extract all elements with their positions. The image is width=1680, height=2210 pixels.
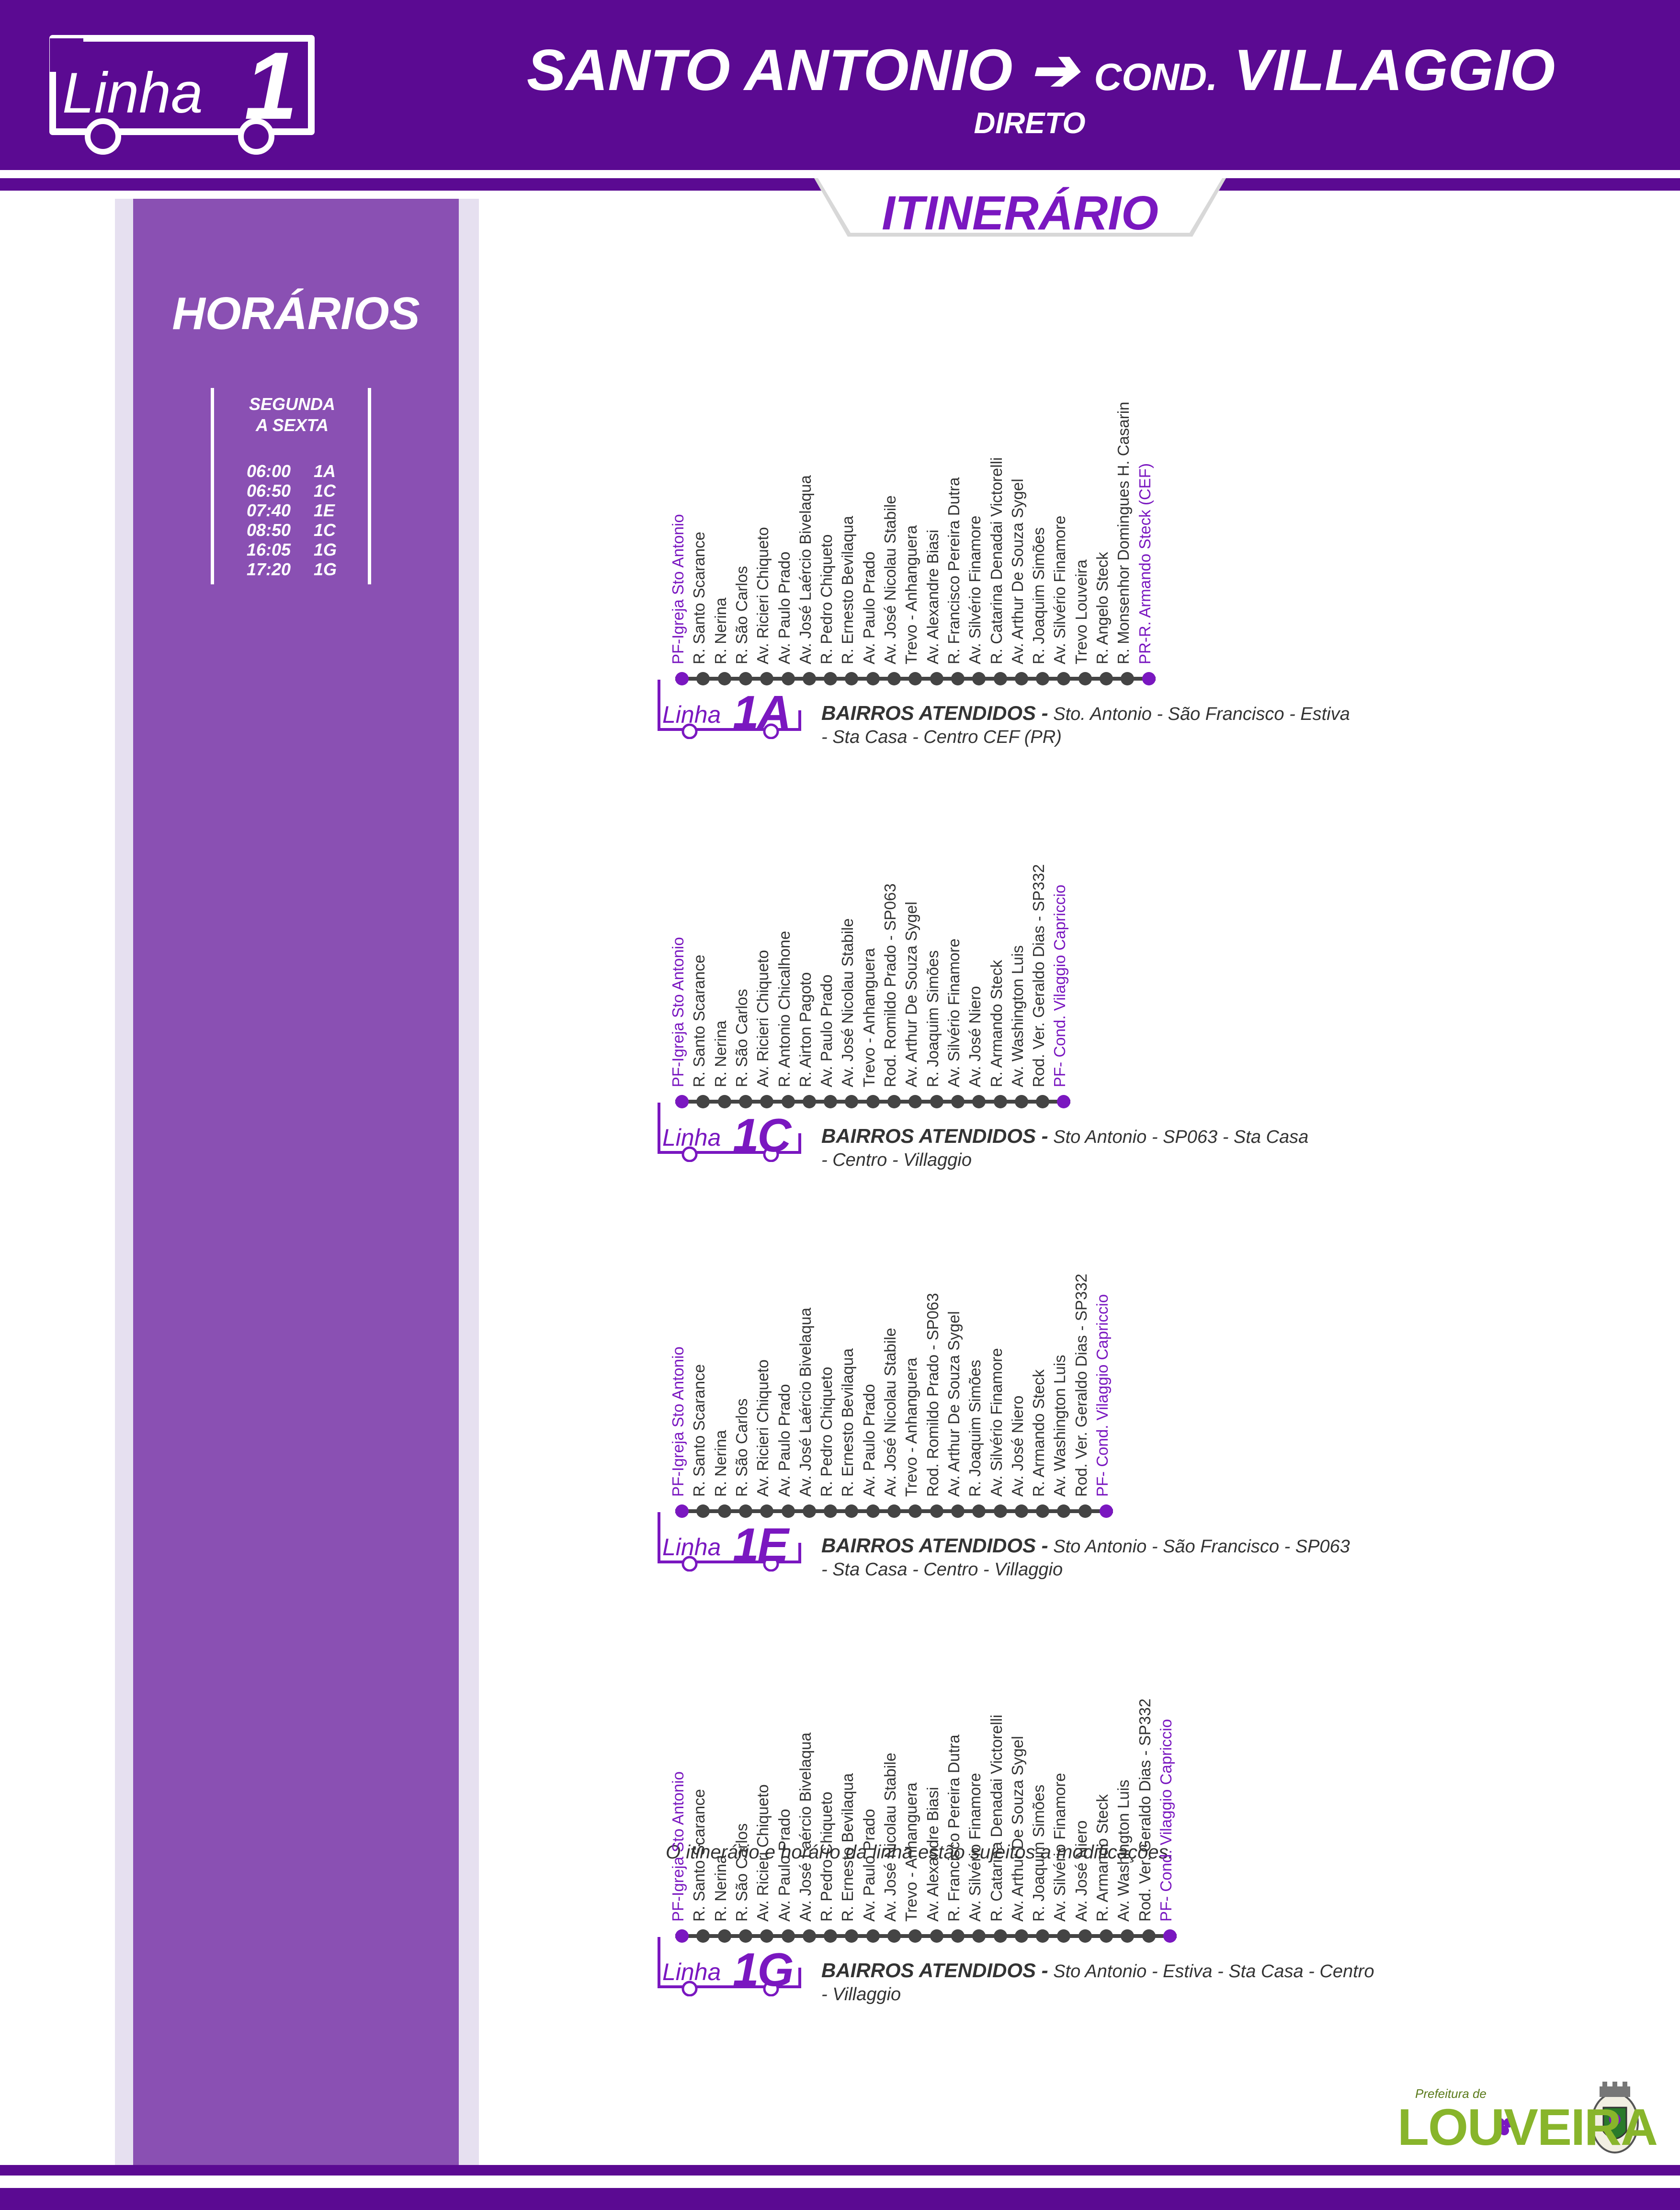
stop-name: Av. José Niero [1072, 1820, 1090, 1922]
stop-name: R. Ernesto Bevilaqua [839, 1348, 857, 1497]
stop-dot [1121, 1929, 1134, 1943]
stop-dot [951, 1095, 965, 1108]
schedule-line: 1G [314, 559, 337, 579]
stop-dot [824, 672, 837, 685]
stop-name: Rod. Romildo Prado - SP063 [923, 1293, 942, 1497]
bairros-atendidos [821, 1534, 1492, 1581]
stop-dot [866, 672, 880, 685]
stop-name: Av. Silvério Finamore [966, 1773, 984, 1922]
stop-dot [994, 1095, 1007, 1108]
schedule-line: 1C [314, 481, 336, 501]
stop-name: Av. José Laércio Bivelaqua [796, 475, 814, 664]
stop-name: R. Airton Pagoto [796, 972, 814, 1087]
stop-name: PF- Cond. Vilaggio Capriccio [1157, 1719, 1175, 1922]
stop-dot [887, 1095, 901, 1108]
bairros-list-1: Sto Antonio - Estiva - Sta Casa - Centro [1053, 1961, 1374, 1982]
stop-name: PF-Igreja Sto Antonio [669, 1346, 687, 1497]
stop-name: PF-Igreja Sto Antonio [669, 514, 687, 664]
stop-name: R. Ernesto Bevilaqua [839, 515, 857, 664]
stop-name: Av. Washington Luis [1114, 1779, 1133, 1922]
stop-name: R. Pedro Chiqueto [817, 534, 836, 664]
stop-name: R. Armando Steck [1030, 1369, 1048, 1497]
stop-dot [930, 1095, 943, 1108]
bairros-atendidos [821, 1125, 1492, 1172]
stop-name: Rod. Ver. Geraldo Dias - SP332 [1072, 1274, 1090, 1497]
stop-dot [1078, 1504, 1092, 1518]
schedule-days-line1: SEGUNDA [249, 394, 336, 414]
schedule-row [247, 559, 337, 580]
stop-name: R. São Carlos [732, 1823, 750, 1922]
stop-name: R. Pedro Chiqueto [817, 1367, 836, 1497]
stop-dot [951, 1929, 965, 1943]
bairros-label: BAIRROS ATENDIDOS - [821, 1534, 1048, 1557]
stop-dot [845, 1504, 858, 1518]
stop-name: R. Francisco Pereira Dutra [944, 477, 963, 664]
stop-dot [1057, 1929, 1070, 1943]
stop-dot [1100, 1929, 1113, 1943]
bairros-list-1: Sto Antonio - São Francisco - SP063 [1053, 1537, 1350, 1557]
stop-name: Av. José Nicolau Stabile [839, 918, 857, 1087]
stop-dot [824, 1504, 837, 1518]
itinerario-title: ITINERÁRIO [882, 186, 1158, 240]
stop-name: Av. José Nicolau Stabile [881, 495, 899, 664]
stop-name: R. Nerina [711, 597, 729, 664]
bus-logo-word: Linha [62, 61, 203, 125]
stop-name: PF-Igreja Sto Antonio [669, 937, 687, 1087]
schedule-line: 1A [314, 461, 336, 481]
schedule-line: 1C [314, 520, 336, 540]
schedule-line: 1E [314, 501, 335, 520]
stop-dot [972, 1929, 986, 1943]
stop-name: Trevo - Anhanguera [902, 525, 920, 664]
route-title [527, 36, 1555, 104]
stop-dot [1015, 1504, 1028, 1518]
stop-name: Av. Paulo Prado [817, 974, 836, 1087]
stop-dot [1036, 1929, 1049, 1943]
stop-name: Trevo Louveira [1072, 559, 1090, 664]
stop-name: R. Antonio Chicalhone [775, 931, 793, 1087]
stop-name: Av. José Niero [1008, 1395, 1026, 1497]
line-badge-code: 1A [733, 686, 790, 739]
stop-name: R. Joaquim Simões [1030, 527, 1048, 664]
bus-logo-number: 1 [244, 34, 298, 139]
stop-dot [908, 672, 922, 685]
stop-dot [866, 1095, 880, 1108]
stop-name: Av. Paulo Prado [860, 1384, 878, 1497]
stop-name: Av. Alexandre Biasi [923, 529, 942, 664]
schedule-row [247, 501, 335, 521]
stop-dot [1121, 672, 1134, 685]
schedule-days [213, 394, 371, 436]
line-badge-code: 1E [733, 1518, 787, 1571]
stop-name: R. São Carlos [732, 1398, 750, 1497]
stop-name: Av. Silvério Finamore [944, 938, 963, 1087]
stop-dot [887, 672, 901, 685]
stop-name: Av. Ricieri Chiqueto [754, 950, 772, 1087]
stop-dot [1036, 672, 1049, 685]
stop-name: R. Santo Scarance [690, 955, 708, 1087]
line-badge-word: Linha [662, 1959, 721, 1985]
stop-name: PR-R. Armando Steck (CEF) [1135, 463, 1154, 664]
stop-dot [908, 1929, 922, 1943]
stop-dot [1015, 1929, 1028, 1943]
stop-name: Av. Paulo Prado [775, 1384, 793, 1497]
stop-name: Av. Paulo Prado [775, 1809, 793, 1922]
stop-dot [1015, 1095, 1028, 1108]
stop-name: Av. José Nicolau Stabile [881, 1753, 899, 1922]
stop-name: R. Santo Scarance [690, 1364, 708, 1497]
bairros-atendidos [821, 1959, 1492, 2006]
stop-name: R. São Carlos [732, 989, 750, 1087]
stop-dot [930, 1929, 943, 1943]
stop-dot [1015, 672, 1028, 685]
stop-dot [951, 1504, 965, 1518]
line-badge-word: Linha [662, 1124, 721, 1151]
stop-name: R. São Carlos [732, 566, 750, 664]
stop-dot [972, 672, 986, 685]
schedule-time: 16:05 [247, 540, 291, 559]
stop-dot [1057, 1095, 1070, 1108]
stop-dot [1142, 1929, 1156, 1943]
stop-dot [887, 1504, 901, 1518]
stop-name: R. Nerina [711, 1020, 729, 1087]
stop-name: Av. Washington Luis [1008, 945, 1026, 1087]
stop-name: R. Angelo Steck [1093, 552, 1111, 664]
arrow-right-icon: ➔ [1029, 37, 1078, 103]
horarios-title: HORÁRIOS [172, 288, 420, 339]
stop-dot [845, 1929, 858, 1943]
stop-name: R. Catarina Denadai Victorelli [987, 1714, 1005, 1922]
stop-name: R. Nerina [711, 1430, 729, 1497]
stop-name: Trevo - Anhanguera [860, 948, 878, 1087]
footer-note: O itinerário e horário da linha estão sujeitos a modificações. [666, 1842, 1174, 1863]
stop-dot [1036, 1095, 1049, 1108]
schedule-time: 06:00 [247, 461, 291, 481]
footer-stripe [0, 2188, 1680, 2210]
stop-name: R. Santo Scarance [690, 1789, 708, 1922]
bairros-list-1: Sto Antonio - SP063 - Sta Casa [1053, 1127, 1309, 1147]
stop-name: R. Nerina [711, 1855, 729, 1922]
line-badge-word: Linha [662, 1534, 721, 1561]
stop-name: Av. Paulo Prado [860, 551, 878, 664]
bairros-list-2: - Sta Casa - Centro CEF (PR) [821, 727, 1062, 747]
stop-name: R. Armando Steck [987, 960, 1005, 1087]
stop-dot [1057, 672, 1070, 685]
line-badge-code: 1G [733, 1943, 793, 1996]
stop-dot [1100, 672, 1113, 685]
logo-prefix: Prefeitura de [1415, 2086, 1487, 2101]
schedule-row [247, 540, 337, 560]
stop-dot [1078, 672, 1092, 685]
stop-name: R. Catarina Denadai Victorelli [987, 457, 1005, 664]
route-dest-prefix: COND. [1094, 56, 1218, 98]
stop-dot [1036, 1504, 1049, 1518]
stop-name: Av. José Laércio Bivelaqua [796, 1732, 814, 1922]
stop-name: Av. José Niero [966, 986, 984, 1087]
stop-name: Av. José Laércio Bivelaqua [796, 1307, 814, 1497]
line-badge-code: 1C [733, 1109, 790, 1162]
stop-name: Av. Alexandre Biasi [923, 1787, 942, 1922]
footer-stripe [0, 2165, 1680, 2176]
route-origin: SANTO ANTONIO [527, 37, 1013, 103]
stop-dot [824, 1929, 837, 1943]
stop-name: R. Joaquim Simões [923, 950, 942, 1087]
stop-dot [845, 672, 858, 685]
stop-name: PF- Cond. Vilaggio Capriccio [1051, 884, 1069, 1087]
stop-name: Av. José Nicolau Stabile [881, 1328, 899, 1497]
stop-name: Av. Silvério Finamore [1051, 1773, 1069, 1922]
stop-dot [972, 1504, 986, 1518]
stop-name: Rod. Romildo Prado - SP063 [881, 883, 899, 1087]
stop-name: Av. Ricieri Chiqueto [754, 527, 772, 664]
stop-dot [866, 1504, 880, 1518]
stop-name: Av. Arthur De Souza Sygel [944, 1311, 963, 1497]
stop-dot [1078, 1929, 1092, 1943]
stop-name: Av. Arthur De Souza Sygel [902, 901, 920, 1087]
stop-name: R. Ernesto Bevilaqua [839, 1773, 857, 1922]
schedule-time: 06:50 [247, 481, 291, 501]
stop-dot [994, 1929, 1007, 1943]
stop-name: PF-Igreja Sto Antonio [669, 1771, 687, 1922]
stop-dot [908, 1095, 922, 1108]
stop-name: Av. Silvério Finamore [966, 515, 984, 664]
schedule-row [247, 461, 336, 481]
stop-dot [1057, 1504, 1070, 1518]
stop-dot [845, 1095, 858, 1108]
bairros-list-2: - Sta Casa - Centro - Villaggio [821, 1560, 1063, 1580]
schedule-time: 07:40 [247, 501, 291, 520]
stop-name: R. Pedro Chiqueto [817, 1791, 836, 1922]
stop-name: R. Francisco Pereira Dutra [944, 1734, 963, 1922]
schedule-line: 1G [314, 540, 337, 559]
schedule-days-line2: A SEXTA [255, 415, 329, 435]
stop-name: R. Joaquim Simões [966, 1359, 984, 1497]
stop-name: Av. Ricieri Chiqueto [754, 1359, 772, 1497]
stop-name: R. Joaquim Simões [1030, 1784, 1048, 1922]
stop-name: Av. Silvério Finamore [987, 1348, 1005, 1497]
stop-dot [930, 1504, 943, 1518]
line-badge-word: Linha [662, 701, 721, 728]
schedule-time: 08:50 [247, 520, 291, 540]
stop-dot [951, 672, 965, 685]
stop-dot [1142, 672, 1156, 685]
stop-dot [994, 672, 1007, 685]
bairros-label: BAIRROS ATENDIDOS - [821, 1959, 1048, 1982]
stop-dot [972, 1095, 986, 1108]
stop-dot [908, 1504, 922, 1518]
bairros-list-2: - Centro - Villaggio [821, 1150, 972, 1170]
stop-dot [824, 1095, 837, 1108]
stop-name: R. Santo Scarance [690, 532, 708, 664]
stop-name: R. Armando Steck [1093, 1794, 1111, 1922]
schedule-row [247, 481, 336, 501]
bus-logo [43, 34, 321, 158]
bairros-label: BAIRROS ATENDIDOS - [821, 1125, 1048, 1147]
stop-name: Av. Paulo Prado [775, 551, 793, 664]
stop-dot [930, 672, 943, 685]
bairros-label: BAIRROS ATENDIDOS - [821, 702, 1048, 724]
stop-dot [866, 1929, 880, 1943]
stop-name: R. Monsenhor Domingues H. Casarin [1114, 401, 1133, 664]
stop-name: Av. Washington Luis [1051, 1355, 1069, 1497]
bairros-list-1: Sto. Antonio - São Francisco - Estiva [1053, 704, 1350, 724]
stop-dot [887, 1929, 901, 1943]
stop-name: Av. Silvério Finamore [1051, 515, 1069, 664]
stop-name: Av. Ricieri Chiqueto [754, 1784, 772, 1922]
bairros-atendidos [821, 702, 1492, 749]
bairros-list-2: - Villaggio [821, 1984, 901, 2005]
logo-name: LOUVEIRA [1397, 2098, 1657, 2156]
stop-name: Rod. Ver. Geraldo Dias - SP332 [1135, 1698, 1154, 1922]
stop-name: Trevo - Anhanguera [902, 1782, 920, 1922]
stop-dot [1100, 1504, 1113, 1518]
stop-name: Av. Arthur De Souza Sygel [1008, 1736, 1026, 1922]
stop-name: Trevo - Anhanguera [902, 1357, 920, 1497]
schedule-time: 17:20 [247, 559, 291, 579]
stop-name: Av. Arthur De Souza Sygel [1008, 478, 1026, 664]
route-dest: VILLAGGIO [1234, 37, 1555, 103]
stop-name: Av. Paulo Prado [860, 1809, 878, 1922]
stop-name: Rod. Ver. Geraldo Dias - SP332 [1030, 864, 1048, 1087]
schedule-row [247, 520, 336, 540]
stop-name: PF- Cond. Vilaggio Capriccio [1093, 1294, 1111, 1497]
stop-dot [1163, 1929, 1177, 1943]
route-subtitle: DIRETO [974, 107, 1086, 140]
stop-dot [994, 1504, 1007, 1518]
